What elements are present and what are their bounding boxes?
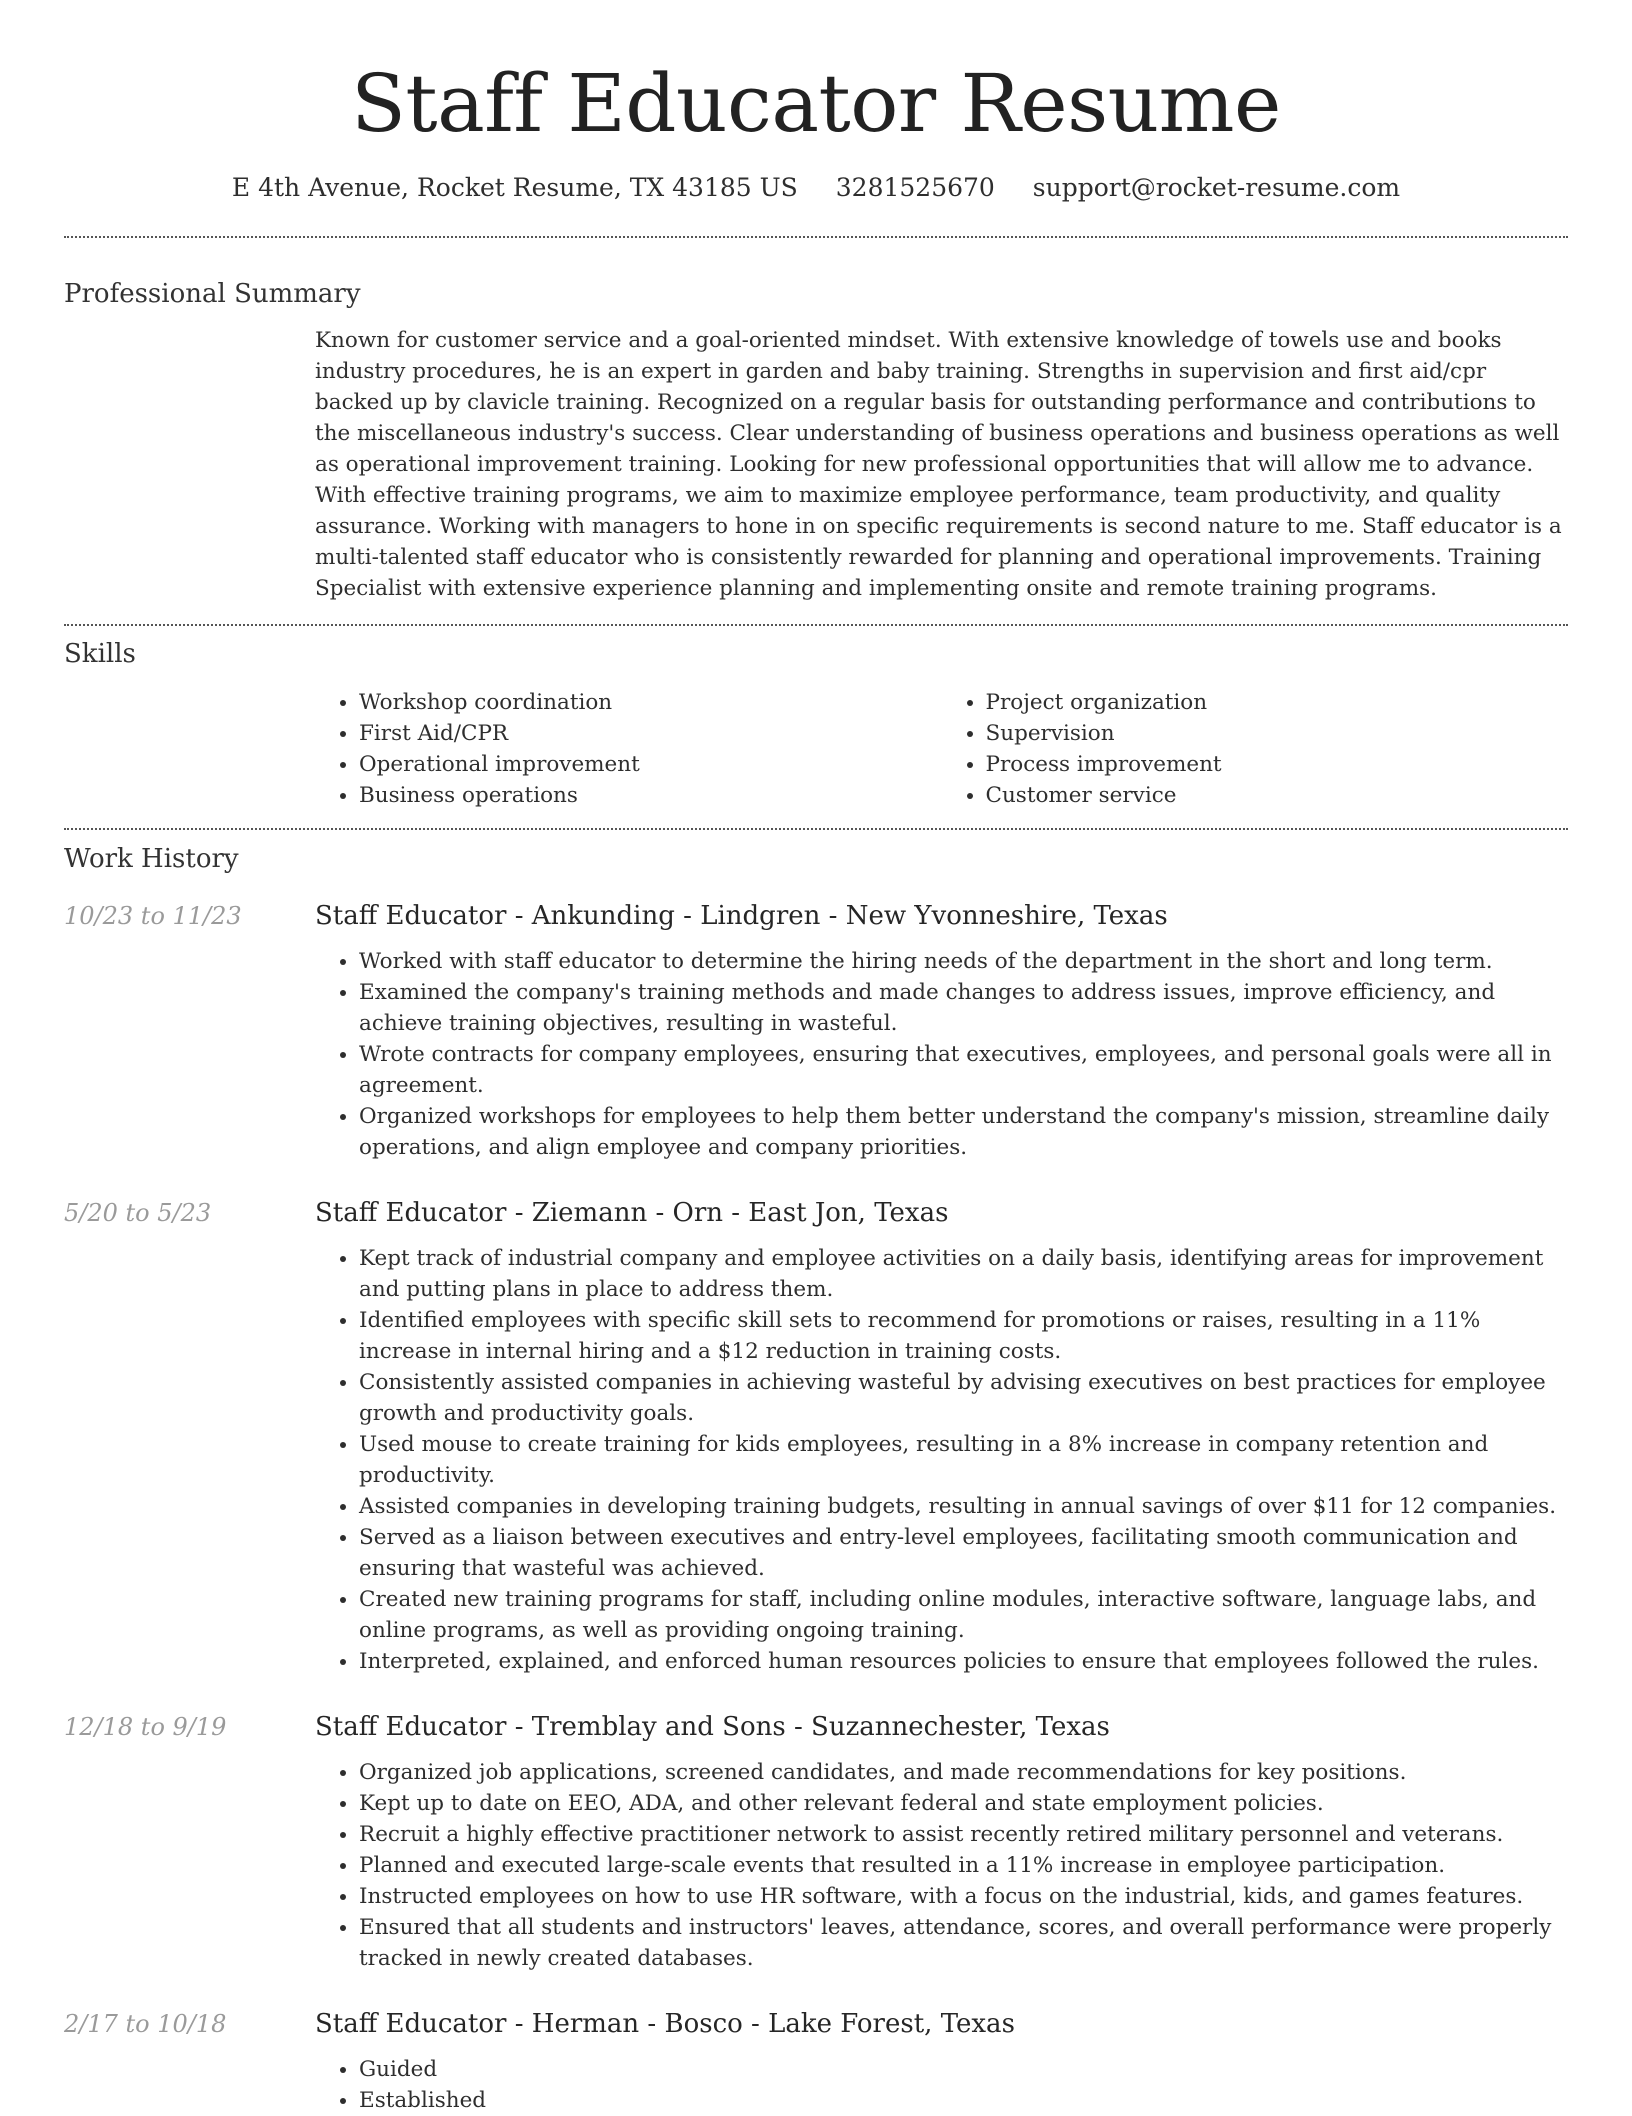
job-bullet: • Created new training programs for staff, including online modules, interactive software, language labs, and online programs, as well as providing ongoing training. — [359, 1584, 1568, 1646]
job-bullet: • Ensured that all students and instructors' leaves, attendance, scores, and overall performance were properly tracked in newly created databases. — [359, 1912, 1568, 1974]
job-bullet: • Interpreted, explained, and enforced human resources policies to ensure that employees followed the rules. — [359, 1646, 1568, 1677]
skill-item: • Process improvement — [986, 749, 1569, 780]
job-bullet: • Planned and executed large-scale events that resulted in a 11% increase in employee participation. — [359, 1850, 1568, 1881]
skill-item: • Supervision — [986, 718, 1569, 749]
job-bullets — [315, 946, 1568, 1163]
job-title: Staff Educator - Tremblay and Sons - Suzannechester, Texas — [315, 1712, 1110, 1742]
job-entry — [64, 899, 1568, 1163]
skill-item: • First Aid/CPR — [359, 718, 942, 749]
job-bullets — [315, 2054, 1568, 2116]
job-dates: 2/17 to 10/18 — [64, 2010, 227, 2038]
work-history-list — [64, 899, 1568, 2116]
section-heading-skills: Skills — [64, 639, 136, 669]
section-heading-work: Work History — [64, 844, 239, 874]
job-body — [64, 1243, 1568, 1677]
job-header — [64, 1710, 1568, 1744]
skills-row — [64, 687, 1568, 811]
resume-title: Staff Educator Resume — [351, 57, 1281, 150]
job-body — [64, 1757, 1568, 1974]
summary-text: Known for customer service and a goal-oriented mindset. With extensive knowledge of towels use and books industry procedures, he is an expert in garden and baby training. Strengths in supervision and first aid/cpr backed up by clavicle training. Recognized on a regular basis for outstanding performance and contributions to the miscellaneous industry's success. Clear understanding of business operations and business operations as well as operational improvement training. Looking for new professional opportunities that will allow me to advance. With effective training programs, we aim to maximize employee performance, team productivity, and quality assurance. Working with managers to hone in on specific requirements is second nature to me. Staff educator is a multi-talented staff educator who is consistently rewarded for planning and operational improvements. Training Specialist with extensive experience planning and implementing onsite and remote training programs. — [315, 328, 1562, 601]
job-title: Staff Educator - Ankunding - Lindgren - New Yvonneshire, Texas — [315, 901, 1168, 931]
job-header — [64, 899, 1568, 933]
job-bullet: • Wrote contracts for company employees, ensuring that executives, employees, and personal goals were all in agreement. — [359, 1039, 1568, 1101]
job-bullet: • Instructed employees on how to use HR software, with a focus on the industrial, kids, and games features. — [359, 1881, 1568, 1912]
skill-item: • Business operations — [359, 780, 942, 811]
summary-row — [64, 325, 1568, 604]
job-entry — [64, 2007, 1568, 2116]
job-dates: 5/20 to 5/23 — [64, 1199, 212, 1227]
job-title: Staff Educator - Herman - Bosco - Lake Forest, Texas — [315, 2009, 1015, 2039]
skill-item: • Project organization — [986, 687, 1569, 718]
contact-phone: 3281525670 — [835, 173, 995, 202]
contact-email: support@rocket-resume.com — [1032, 173, 1401, 202]
job-header — [64, 1196, 1568, 1230]
job-bullet: • Recruit a highly effective practitioner network to assist recently retired military personnel and veterans. — [359, 1819, 1568, 1850]
job-dates: 12/18 to 9/19 — [64, 1713, 227, 1741]
skill-item: • Operational improvement — [359, 749, 942, 780]
job-bullet: • Worked with staff educator to determine the hiring needs of the department in the short and long term. — [359, 946, 1568, 977]
skills-grid — [315, 687, 1568, 811]
job-body — [64, 946, 1568, 1163]
job-bullet: • Organized job applications, screened candidates, and made recommendations for key positions. — [359, 1757, 1568, 1788]
job-bullet: • Examined the company's training methods and made changes to address issues, improve efficiency, and achieve training objectives, resulting in wasteful. — [359, 977, 1568, 1039]
job-bullet: • Kept track of industrial company and employee activities on a daily basis, identifying areas for improvement and putting plans in place to address them. — [359, 1243, 1568, 1305]
job-bullet: • Organized workshops for employees to help them better understand the company's mission, streamline daily operations, and align employee and company priorities. — [359, 1101, 1568, 1163]
job-bullets — [315, 1243, 1568, 1677]
section-divider — [64, 624, 1568, 626]
section-divider — [64, 828, 1568, 830]
job-bullet: • Consistently assisted companies in achieving wasteful by advising executives on best practices for employee growth and productivity goals. — [359, 1367, 1568, 1429]
job-body — [64, 2054, 1568, 2116]
skills-list-right — [942, 687, 1569, 811]
job-bullet: • Served as a liaison between executives and entry-level employees, facilitating smooth communication and ensuring that wasteful was achieved. — [359, 1522, 1568, 1584]
contact-address: E 4th Avenue, Rocket Resume, TX 43185 US — [231, 173, 798, 202]
job-bullet: • Assisted companies in developing training budgets, resulting in annual savings of over $11 for 12 companies. — [359, 1491, 1568, 1522]
job-header — [64, 2007, 1568, 2041]
skill-item: • Customer service — [986, 780, 1569, 811]
job-bullets — [315, 1757, 1568, 1974]
resume-page — [64, 0, 1568, 2116]
job-entry — [64, 1196, 1568, 1677]
skill-item: • Workshop coordination — [359, 687, 942, 718]
job-bullet: • Guided — [359, 2054, 1568, 2085]
skills-list-left — [315, 687, 942, 811]
job-bullet: • Kept up to date on EEO, ADA, and other relevant federal and state employment policies. — [359, 1788, 1568, 1819]
job-bullet: • Established — [359, 2085, 1568, 2116]
contact-info — [64, 171, 1568, 205]
section-heading-summary: Professional Summary — [64, 279, 361, 309]
job-bullet: • Identified employees with specific skill sets to recommend for promotions or raises, resulting in a 11% increase in internal hiring and a $12 reduction in training costs. — [359, 1305, 1568, 1367]
job-dates: 10/23 to 11/23 — [64, 902, 242, 930]
job-bullet: • Used mouse to create training for kids employees, resulting in a 8% increase in company retention and productivity. — [359, 1429, 1568, 1491]
job-entry — [64, 1710, 1568, 1974]
section-divider — [64, 236, 1568, 238]
job-title: Staff Educator - Ziemann - Orn - East Jon, Texas — [315, 1198, 949, 1228]
